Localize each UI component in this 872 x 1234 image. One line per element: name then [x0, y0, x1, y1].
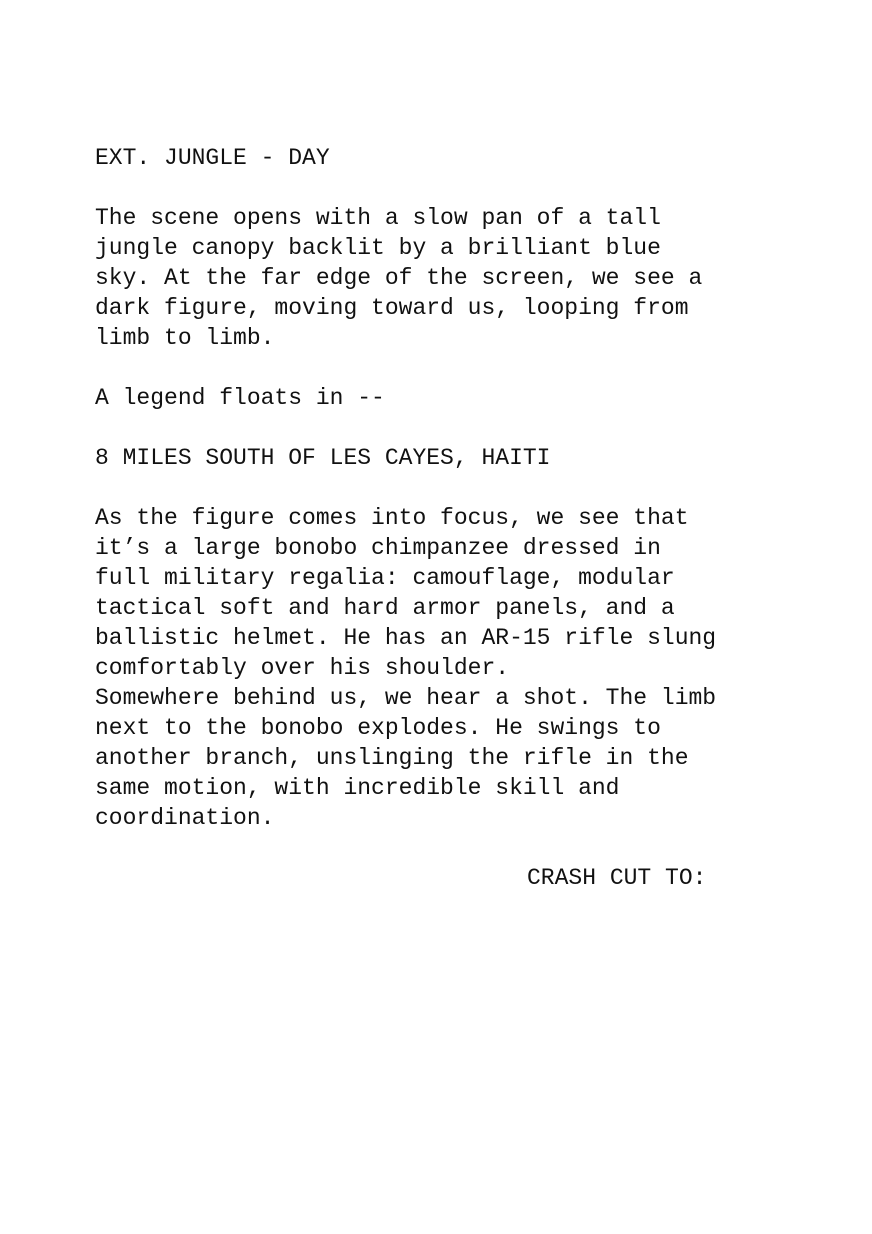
action-paragraph-opening — [95, 203, 795, 353]
spacer — [95, 473, 795, 503]
action-line: The scene opens with a slow pan of a tall — [95, 205, 661, 231]
action-paragraph-bonobo — [95, 503, 795, 833]
action-line: it’s a large bonobo chimpanzee dressed in — [95, 535, 661, 561]
transition: CRASH CUT TO: — [527, 865, 707, 891]
action-line: tactical soft and hard armor panels, and a — [95, 595, 675, 621]
action-line: As the figure comes into focus, we see that — [95, 505, 689, 531]
action-line: jungle canopy backlit by a brilliant blue — [95, 235, 661, 261]
spacer — [95, 413, 795, 443]
action-line: coordination. — [95, 805, 275, 831]
action-line: limb to limb. — [95, 325, 275, 351]
action-line: Somewhere behind us, we hear a shot. The limb — [95, 685, 717, 711]
action-line: next to the bonobo explodes. He swings to — [95, 715, 661, 741]
action-line: same motion, with incredible skill and — [95, 775, 620, 801]
spacer — [95, 353, 795, 383]
action-line: sky. At the far edge of the screen, we see a — [95, 265, 703, 291]
action-line: another branch, unslinging the rifle in the — [95, 745, 689, 771]
legend-text: 8 MILES SOUTH OF LES CAYES, HAITI — [95, 445, 551, 471]
action-line-legend-intro: A legend floats in -- — [95, 385, 385, 411]
spacer — [95, 173, 795, 203]
spacer — [95, 833, 795, 863]
action-line: dark figure, moving toward us, looping from — [95, 295, 689, 321]
scene-heading: EXT. JUNGLE - DAY — [95, 145, 330, 171]
action-line: comfortably over his shoulder. — [95, 655, 510, 681]
action-line: ballistic helmet. He has an AR-15 rifle slung — [95, 625, 717, 651]
action-line: full military regalia: camouflage, modular — [95, 565, 675, 591]
screenplay-body — [95, 143, 795, 893]
